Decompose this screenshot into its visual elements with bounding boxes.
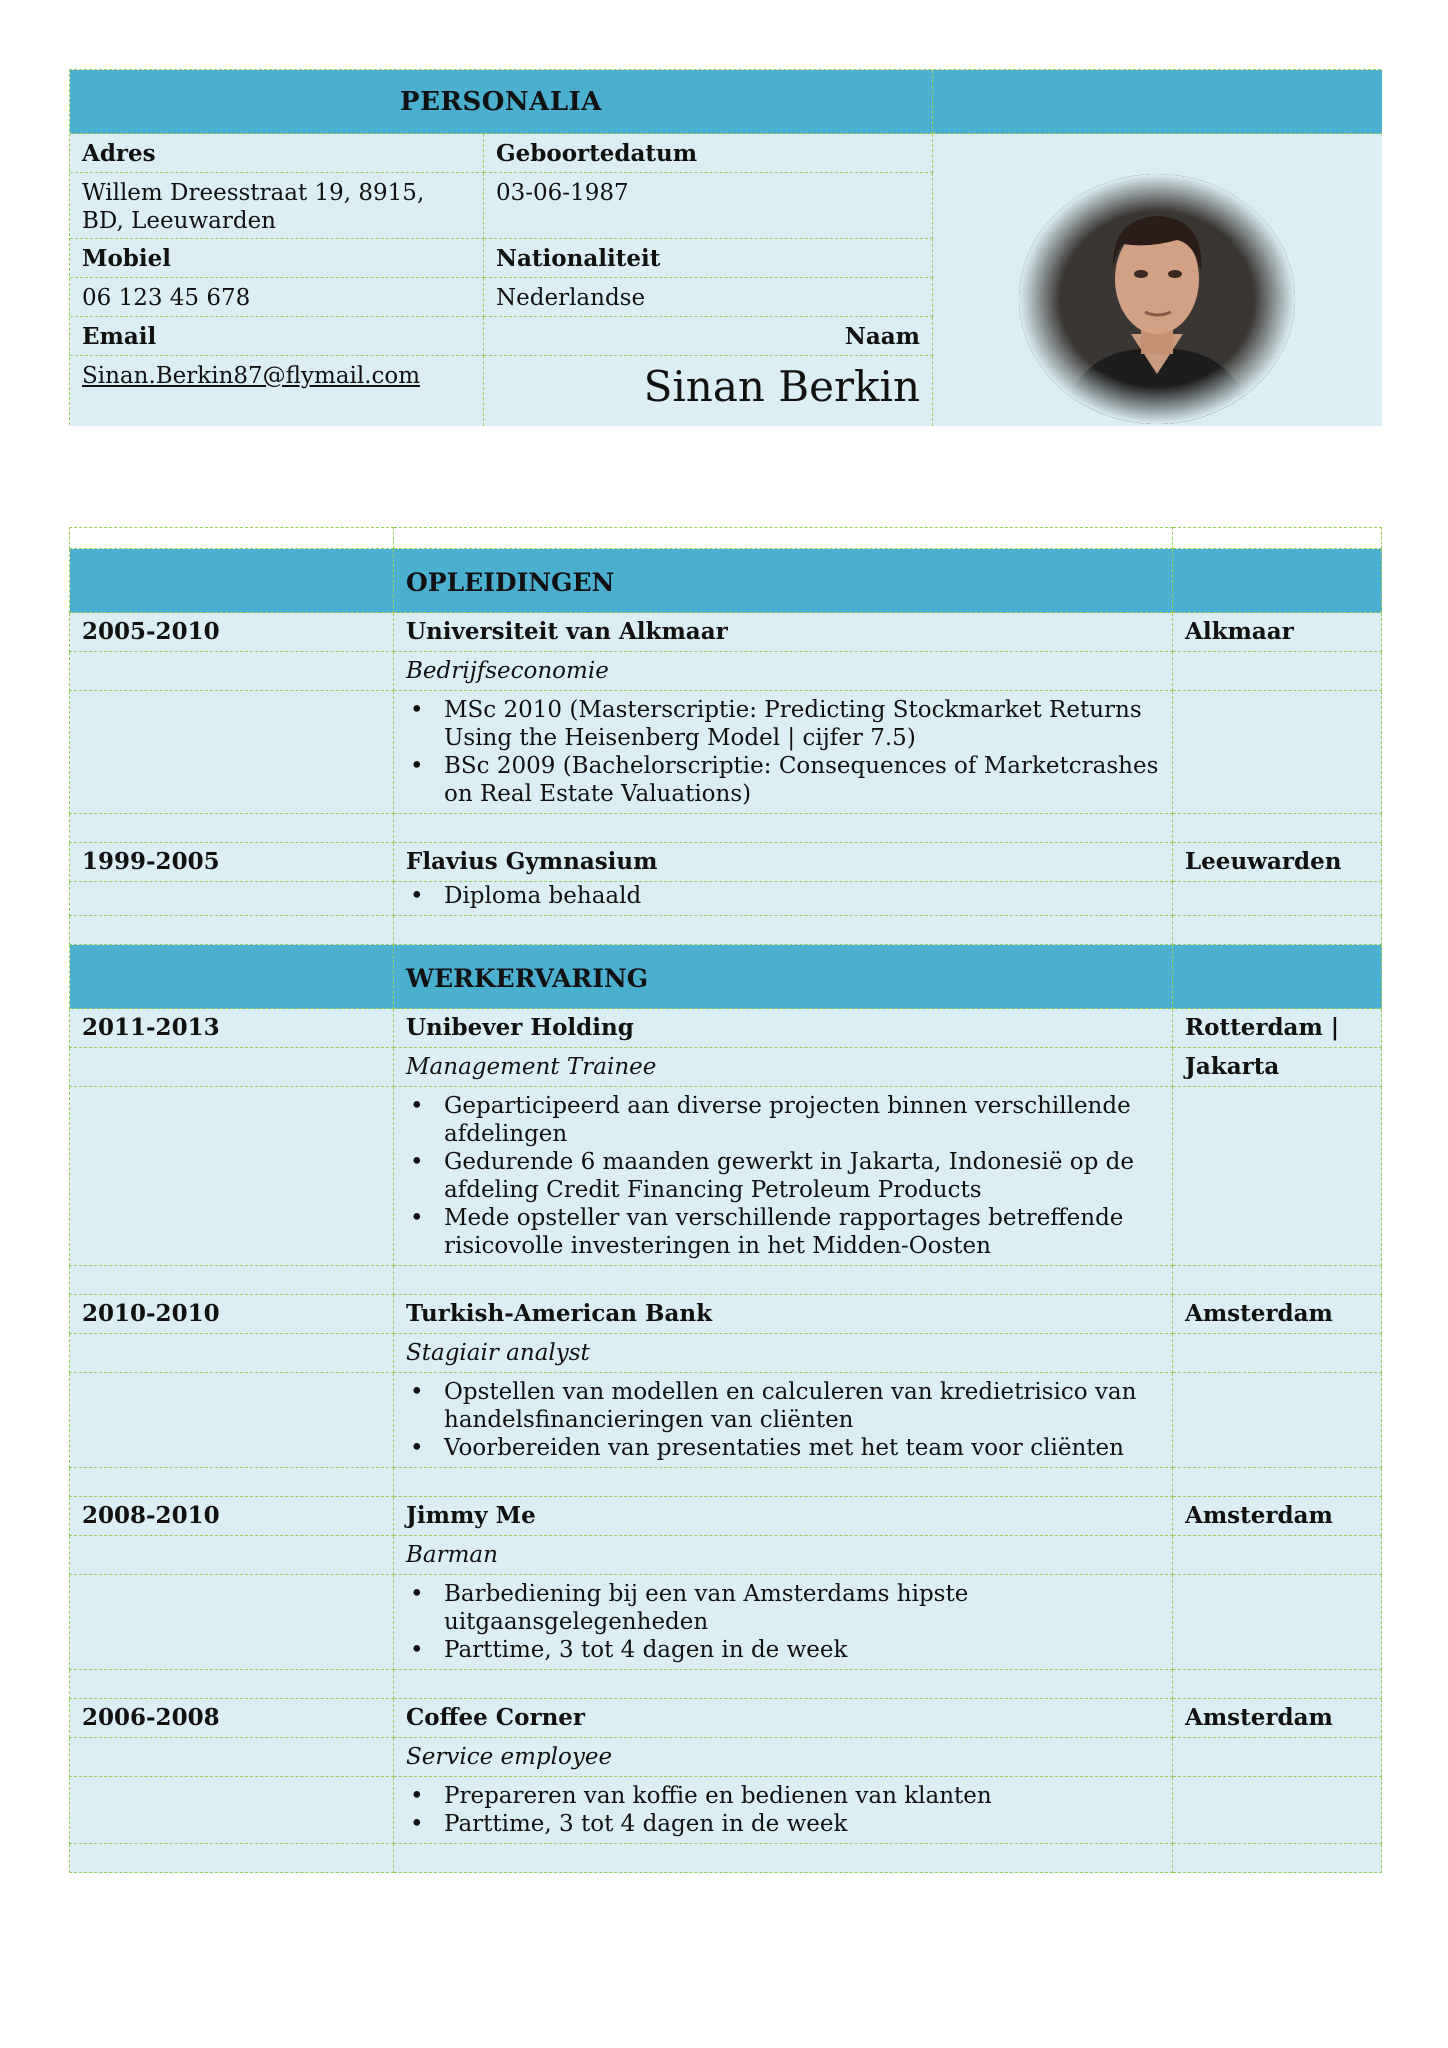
table-row	[70, 691, 1382, 814]
city: Rotterdam |	[1173, 1009, 1382, 1048]
personalia-section	[69, 69, 1381, 425]
role: Barman	[394, 1536, 1173, 1575]
list-item: • Barbediening bij een van Amsterdams hipste uitgaansgelegenheden	[406, 1580, 1160, 1636]
personalia-header-blank	[933, 70, 1382, 134]
table-row	[70, 1699, 1382, 1738]
spacer-row	[70, 1468, 1382, 1497]
table-row	[70, 1536, 1382, 1575]
adres-label: Adres	[70, 134, 484, 173]
mobiel-label: Mobiel	[70, 239, 484, 278]
table-row	[70, 1295, 1382, 1334]
spacer-row	[70, 1844, 1382, 1873]
bullet-list	[406, 1378, 1160, 1462]
personalia-heading: PERSONALIA	[70, 70, 933, 134]
city: Amsterdam	[1173, 1699, 1382, 1738]
period: 2005-2010	[70, 613, 394, 652]
email-cell	[70, 356, 484, 426]
role: Stagiair analyst	[394, 1334, 1173, 1373]
bullet-list	[406, 1580, 1160, 1664]
naam-label: Naam	[484, 317, 933, 356]
nationaliteit-label: Nationaliteit	[484, 239, 933, 278]
company: Turkish-American Bank	[394, 1295, 1173, 1334]
table-row	[70, 1777, 1382, 1844]
list-item: • Opstellen van modellen en calculeren van kredietrisico van handelsfinancieringen van cliënten	[406, 1378, 1160, 1434]
city: Leeuwarden	[1173, 843, 1382, 882]
institution: Universiteit van Alkmaar	[394, 613, 1173, 652]
table-top-spacer-row	[70, 528, 1382, 549]
table-row	[70, 1497, 1382, 1536]
list-item: • BSc 2009 (Bachelorscriptie: Consequences of Marketcrashes on Real Estate Valuations)	[406, 752, 1160, 808]
role: Service employee	[394, 1738, 1173, 1777]
list-item: • Gedurende 6 maanden gewerkt in Jakarta, Indonesië op de afdeling Credit Financing Petroleum Products	[406, 1148, 1160, 1204]
institution: Flavius Gymnasium	[394, 843, 1173, 882]
study-subtitle: Bedrijfseconomie	[394, 652, 1173, 691]
bullet-list	[406, 1782, 1160, 1838]
adres-value: Willem Dreesstraat 19, 8915, BD, Leeuwarden	[70, 173, 484, 239]
list-item: • Voorbereiden van presentaties met het team voor cliënten	[406, 1434, 1160, 1462]
opleidingen-heading: OPLEIDINGEN	[394, 549, 1173, 613]
table-row	[70, 1087, 1382, 1266]
list-item: • Parttime, 3 tot 4 dagen in de week	[406, 1810, 1160, 1838]
spacer-row	[70, 814, 1382, 843]
company: Jimmy Me	[394, 1497, 1173, 1536]
table-row	[70, 1334, 1382, 1373]
list-item: • Mede opsteller van verschillende rapportages betreffende risicovolle investeringen in het Midden-Oosten	[406, 1204, 1160, 1260]
table-row	[70, 843, 1382, 882]
city-continued: Jakarta	[1173, 1048, 1382, 1087]
geboortedatum-label: Geboortedatum	[484, 134, 933, 173]
period: 1999-2005	[70, 843, 394, 882]
role: Management Trainee	[394, 1048, 1173, 1087]
werkervaring-heading: WERKERVARING	[394, 945, 1173, 1009]
list-item: • Diploma behaald	[406, 882, 1160, 910]
period: 2006-2008	[70, 1699, 394, 1738]
cv-page	[69, 69, 1381, 1837]
bullet-list	[406, 882, 1160, 910]
period: 2011-2013	[70, 1009, 394, 1048]
table-row	[70, 652, 1382, 691]
spacer-row	[70, 916, 1382, 945]
photo-cell	[933, 134, 1382, 426]
company: Coffee Corner	[394, 1699, 1173, 1738]
bullet-list	[406, 696, 1160, 808]
profile-photo	[1019, 174, 1295, 424]
table-row	[70, 613, 1382, 652]
table-row	[70, 1738, 1382, 1777]
table-row	[70, 1575, 1382, 1670]
naam-value: Sinan Berkin	[484, 356, 933, 426]
list-item: • Geparticipeerd aan diverse projecten binnen verschillende afdelingen	[406, 1092, 1160, 1148]
bullet-list	[406, 1092, 1160, 1260]
mobiel-value: 06 123 45 678	[70, 278, 484, 317]
personalia-table	[69, 69, 1381, 425]
geboortedatum-value: 03-06-1987	[484, 173, 933, 239]
spacer-row	[70, 1266, 1382, 1295]
cv-main-section	[69, 527, 1381, 1873]
period: 2008-2010	[70, 1497, 394, 1536]
city: Amsterdam	[1173, 1497, 1382, 1536]
table-row	[70, 1373, 1382, 1468]
list-item: • Prepareren van koffie en bedienen van klanten	[406, 1782, 1160, 1810]
table-row	[70, 1048, 1382, 1087]
list-item: • Parttime, 3 tot 4 dagen in de week	[406, 1636, 1160, 1664]
table-row	[70, 882, 1382, 916]
email-link[interactable]: Sinan.Berkin87@flymail.com	[82, 363, 421, 389]
list-item: • MSc 2010 (Masterscriptie: Predicting Stockmarket Returns Using the Heisenberg Model | cijfer 7.5)	[406, 696, 1160, 752]
company: Unibever Holding	[394, 1009, 1173, 1048]
email-label: Email	[70, 317, 484, 356]
section-header-opleidingen	[70, 549, 1382, 613]
city: Alkmaar	[1173, 613, 1382, 652]
city: Amsterdam	[1173, 1295, 1382, 1334]
nationaliteit-value: Nederlandse	[484, 278, 933, 317]
period: 2010-2010	[70, 1295, 394, 1334]
cv-table	[69, 527, 1382, 1873]
spacer-row	[70, 1670, 1382, 1699]
section-header-werkervaring	[70, 945, 1382, 1009]
table-row	[70, 1009, 1382, 1048]
